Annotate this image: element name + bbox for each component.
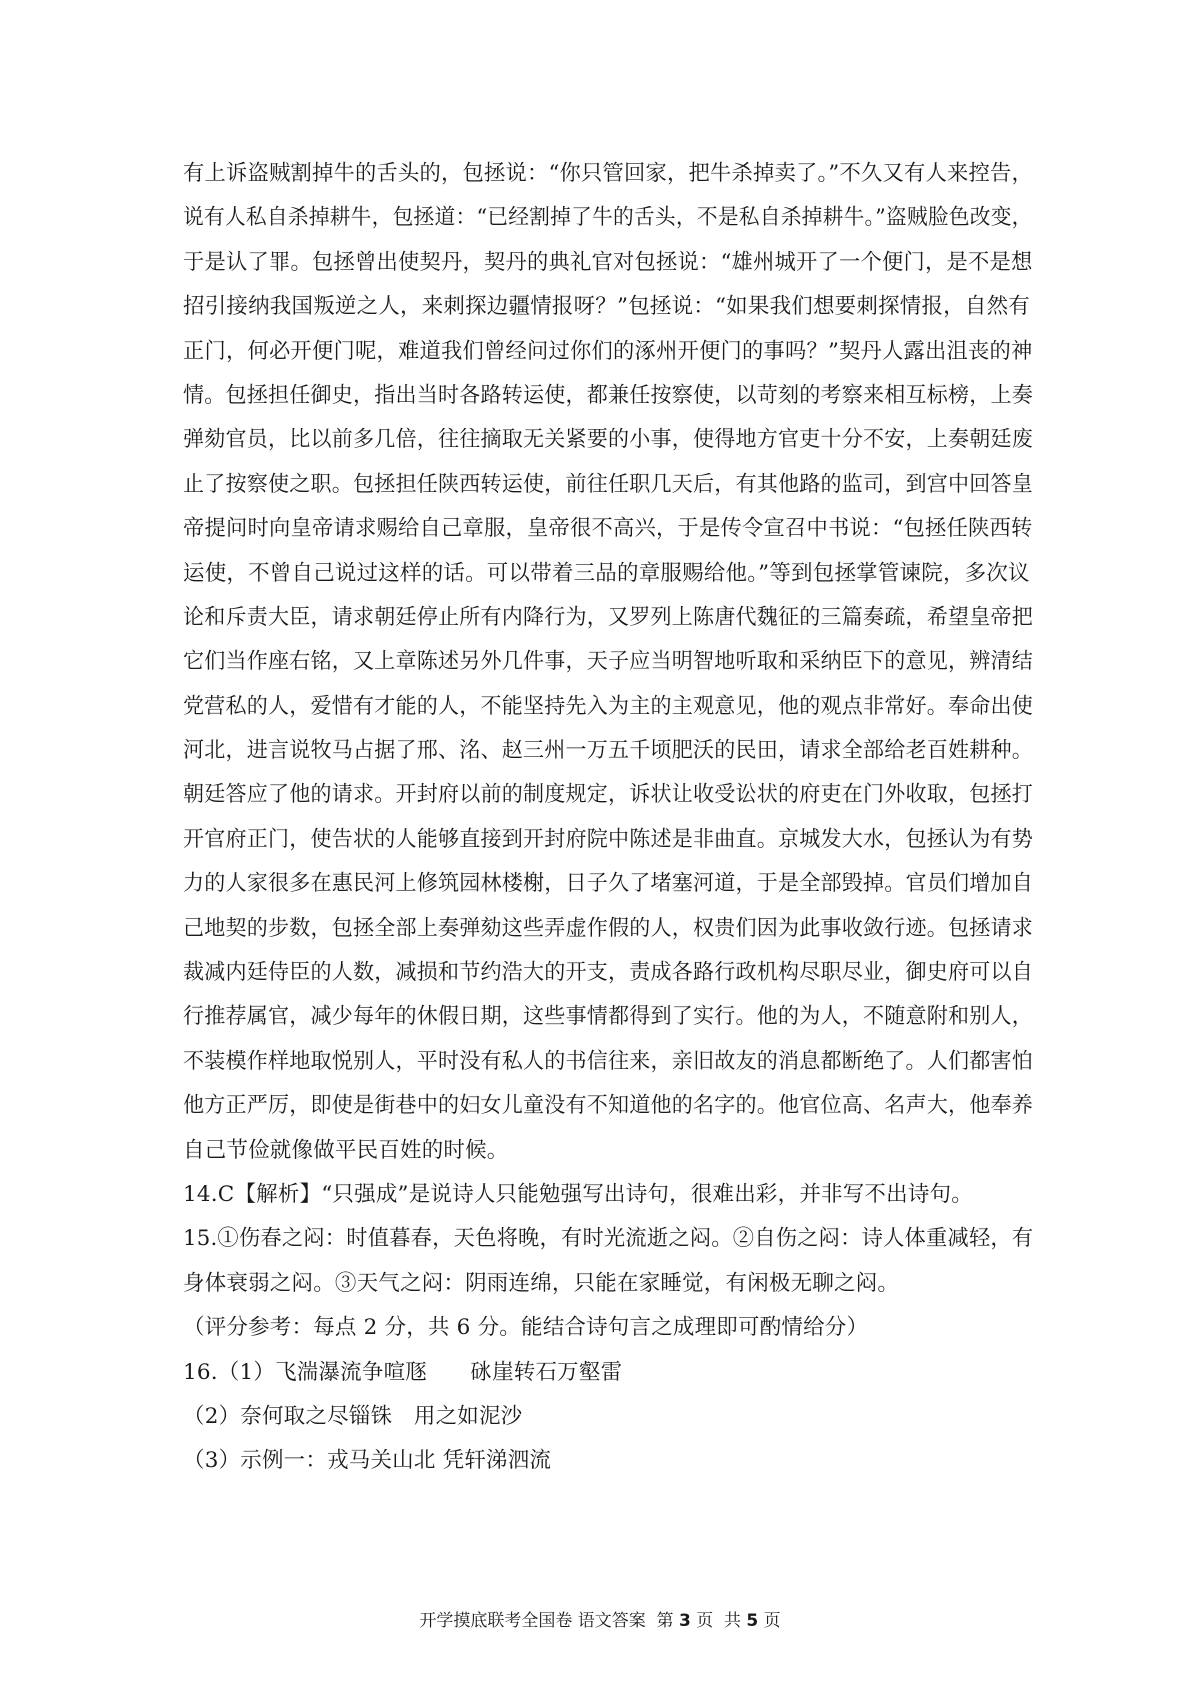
text-line: 力的人家很多在惠民河上修筑园林楼榭，日子久了堵塞河道，于是全部毁掉。官员们增加自 (183, 871, 1034, 897)
text-line: 帝提问时向皇帝请求赐给自己章服，皇帝很不高兴，于是传令宣召中书说：“包拯任陕西转 (183, 516, 1033, 542)
text-line: 情。包拯担任御史，指出当时各路转运使，都兼任按察使，以苛刻的考察来相互标榜，上奏 (183, 382, 1034, 408)
text-line: 于是认了罪。包拯曾出使契丹，契丹的典礼官对包拯说：“雄州城开了一个便门，是不是想 (183, 249, 1033, 275)
text-line: 弹劾官员，比以前多几倍，往往摘取无关紧要的小事，使得地方官吏十分不安，上奏朝廷废 (183, 427, 1034, 453)
text-line: （3）示例一：戎马关山北 凭轩涕泗流 (183, 1448, 552, 1474)
text-line: （2）奈何取之尽锱铢 用之如泥沙 (183, 1403, 523, 1429)
text-line: 身体衰弱之闷。③天气之闷：阴雨连绵，只能在家睡觉，有闲极无聊之闷。 (183, 1270, 900, 1296)
footer-page-total: 5 (746, 1611, 759, 1631)
text-line: 行推荐属官，减少每年的休假日期，这些事情都得到了实行。他的为人，不随意附和别人， (183, 1004, 1034, 1030)
text-line: 开官府正门，使告状的人能够直接到开封府院中陈述是非曲直。京城发大水，包拯认为有势 (183, 826, 1034, 852)
text-line: 不装模作样地取悦别人，平时没有私人的书信往来，亲旧故友的消息都断绝了。人们都害怕 (183, 1048, 1034, 1074)
footer-total-unit: 页 (763, 1611, 781, 1631)
text-line: 有上诉盗贼割掉牛的舌头的，包拯说：“你只管回家，把牛杀掉卖了。”不久又有人来控告， (183, 161, 1033, 186)
footer-title: 开学摸底联考全国卷 语文答案 (419, 1611, 646, 1631)
text-line: 说有人私自杀掉耕牛，包拯道：“已经割掉了牛的舌头，不是私自杀掉耕牛。”盗贼脸色改变， (183, 205, 1033, 231)
footer-page-unit: 页 (696, 1611, 714, 1631)
text-line: 裁减内廷侍臣的人数，减损和节约浩大的开支，责成各路行政机构尽职尽业，御史府可以自 (183, 960, 1034, 986)
text-line: 自己节俭就像做平民百姓的时候。 (183, 1137, 509, 1163)
footer-page-word: 第 (656, 1611, 674, 1631)
text-line: 运使，不曾自己说过这样的话。可以带着三品的章服赐给他。”等到包拯掌管谏院，多次议 (183, 560, 1030, 586)
text-line: 16.（1）飞湍瀑流争喧豗 砯崖转石万壑雷 (183, 1359, 623, 1385)
text-line: 招引接纳我国叛逆之人，来刺探边疆情报呀？”包拯说：“如果我们想要刺探情报，自然有 (183, 294, 1030, 320)
page-footer (0, 1609, 1200, 1633)
text-line: 己地契的步数，包拯全部上奏弹劾这些弄虚作假的人，权贵们因为此事收敛行迹。包拯请求 (183, 915, 1034, 941)
text-line: 15.①伤春之闷：时值暮春，天色将晚，有时光流逝之闷。②自伤之闷：诗人体重减轻，有 (183, 1226, 1034, 1252)
text-line: 他方正严厉，即使是街巷中的妇女儿童没有不知道他的名字的。他官位高、名声大，他奉养 (183, 1093, 1034, 1119)
answer-text-block (183, 152, 1033, 1484)
footer-total-word: 共 (724, 1611, 742, 1631)
text-line: 朝廷答应了他的请求。开封府以前的制度规定，诉状让收受讼状的府吏在门外收取，包拯打 (183, 782, 1034, 808)
text-line: 论和斥责大臣，请求朝廷停止所有内降行为，又罗列上陈唐代魏征的三篇奏疏，希望皇帝把 (183, 604, 1034, 630)
text-line: 14.C【解析】“只强成”是说诗人只能勉强写出诗句，很难出彩，并非写不出诗句。 (183, 1181, 973, 1207)
footer-page-current: 3 (678, 1611, 691, 1631)
text-line: 它们当作座右铭，又上章陈述另外几件事，天子应当明智地听取和采纳臣下的意见，辨清结 (183, 649, 1034, 675)
text-line: 正门，何必开便门呢，难道我们曾经问过你们的涿州开便门的事吗？”契丹人露出沮丧的神 (183, 338, 1033, 364)
text-line: 党营私的人，爱惜有才能的人，不能坚持先入为主的主观意见，他的观点非常好。奉命出使 (183, 693, 1034, 719)
text-line: 止了按察使之职。包拯担任陕西转运使，前往任职几天后，有其他路的监司，到宫中回答皇 (183, 471, 1034, 497)
text-line: （评分参考：每点 2 分，共 6 分。能结合诗句言之成理即可酌情给分） (183, 1315, 869, 1341)
text-line: 河北，进言说牧马占据了邢、洺、赵三州一万五千顷肥沃的民田，请求全部给老百姓耕种。 (183, 738, 1034, 764)
